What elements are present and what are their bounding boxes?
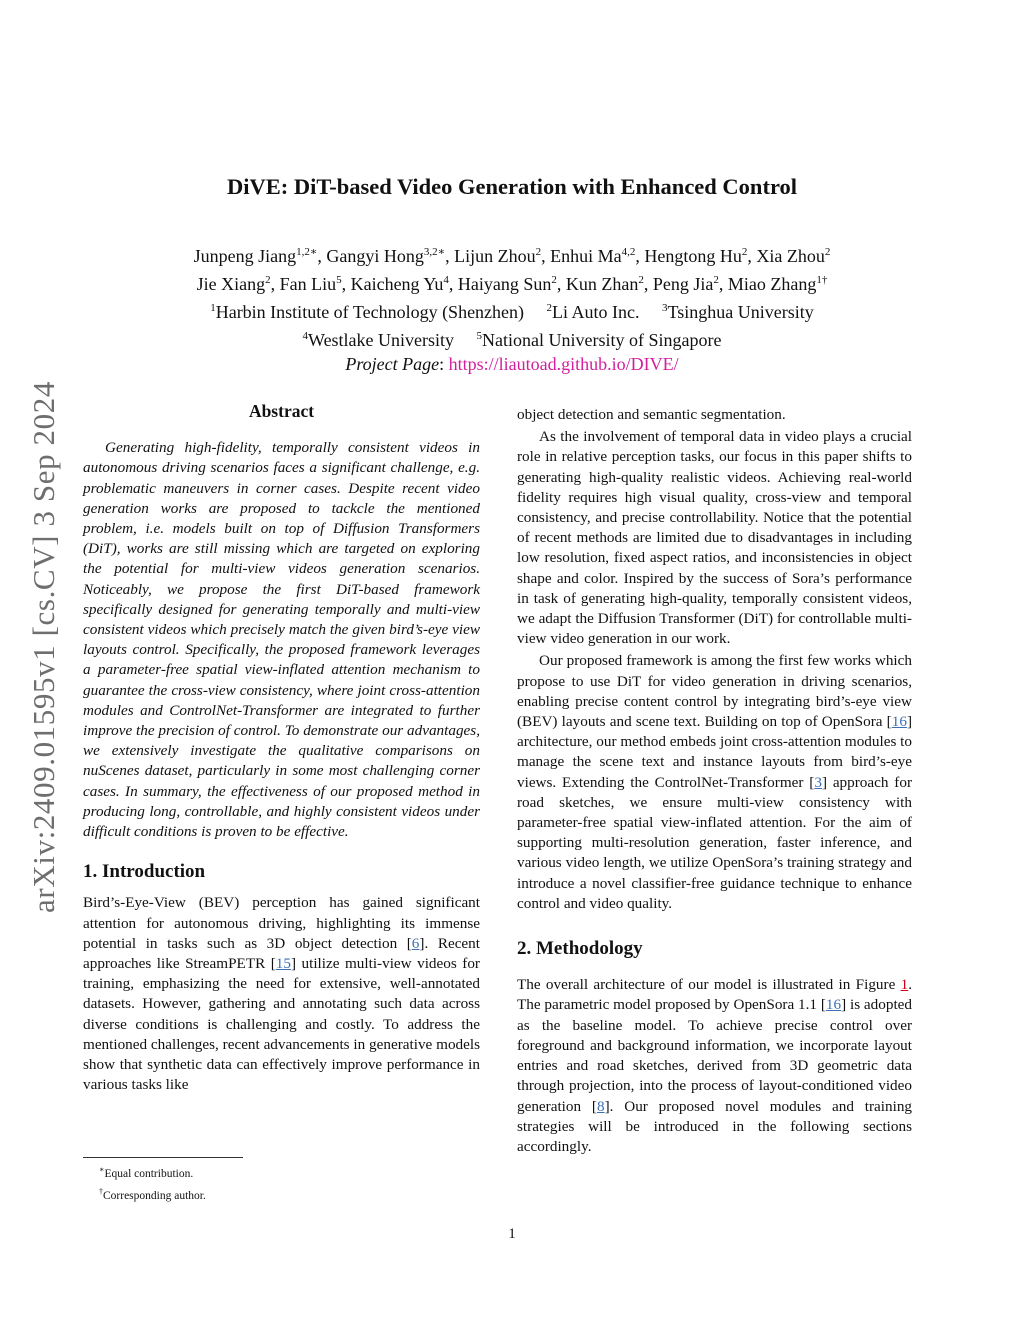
author-name: Hengtong Hu — [644, 246, 742, 266]
author-block — [0, 240, 1024, 376]
citation-link[interactable]: 3 — [814, 773, 822, 791]
author-name: Fan Liu — [279, 274, 337, 294]
author-affil-mark: 2 — [638, 274, 644, 286]
intro-paragraph-1 — [83, 893, 480, 1095]
author-affil-mark: 3,2 — [423, 246, 438, 258]
paper-title: DiVE: DiT-based Video Generation with Enhanced Control — [226, 174, 798, 199]
abstract-heading: Abstract — [248, 401, 315, 421]
project-page-label: Project Page — [345, 354, 440, 374]
author-name: Haiyang Sun — [457, 274, 552, 294]
affil-num: 3 — [662, 302, 668, 314]
text-span: . The parametric model proposed by OpenSora 1.1 [ — [517, 976, 912, 1014]
intro-paragraph-2: As the involvement of temporal data in video plays a crucial role in relative perception tasks, our focus in this paper shifts to generating high-quality realistic videos. Achieving real-world fidelity requires high visual quality, cross-view and temporal consistency, and precise controllability. Notice that the potential of recent methods are limited due to disadvantages in including low resolution, fixed aspect ratios, and inconsistencies in object shape and color. Inspired by the success of Sora’s performance in task of generating high-quality, temporally consistent videos, we adapt the Diffusion Transformer (DiT) for controllable multi-view video generation in our work. — [517, 428, 912, 648]
affiliation-line-1 — [0, 296, 1024, 324]
author-name: Kaicheng Yu — [350, 274, 444, 294]
author-affil-mark: 2 — [265, 274, 271, 286]
project-page-line: Project Page: https://liautoad.github.io/DIVE/ — [345, 354, 679, 374]
text-span: ]. Our proposed novel modules and training strategies will be introduced in the following sections accordingly. — [517, 1097, 913, 1155]
author-name: Enhui Ma — [550, 246, 622, 266]
project-page-link[interactable]: https://liautoad.github.io/DIVE/ — [448, 354, 679, 374]
text-span: ]. Recent approaches like StreamPETR [ — [83, 934, 480, 973]
affiliation: Li Auto Inc. — [552, 302, 640, 322]
methodology-paragraph-1 — [517, 975, 912, 1157]
author-affil-mark: 2 — [824, 246, 831, 258]
affil-num: 1 — [210, 302, 216, 314]
citation-link[interactable]: 15 — [275, 955, 291, 973]
footnotes — [83, 1161, 480, 1205]
author-name: Jie Xiang — [196, 274, 266, 294]
author-name: Lijun Zhou — [454, 246, 536, 266]
arxiv-stamp-text: arXiv:2409.01595v1 [cs.CV] 3 Sep 2024 — [26, 381, 61, 913]
author-name: Xia Zhou — [756, 246, 825, 266]
footnote-2 — [83, 1183, 480, 1205]
author-name: Peng Jia — [652, 274, 714, 294]
footnote-text: Equal contribution. — [104, 1167, 194, 1180]
footnote-mark: † — [99, 1186, 103, 1196]
author-name: Gangyi Hong — [326, 246, 424, 266]
intro-paragraph-3 — [517, 651, 912, 914]
citation-link[interactable]: 16 — [825, 996, 842, 1014]
text-span: ] approach for road sketches, we ensure multi-view consistency with parameter-free spatial view-inflated attention. For the aim of supporting multi-resolution generation, faster inference, and various video length, we utilize OpenSora’s training strategy and introduce a novel classifier-free guidance technique to enhance control and video quality. — [517, 773, 913, 912]
left-column — [83, 401, 480, 1096]
affil-num: 2 — [546, 302, 553, 314]
text-span: ] utilize multi-view videos for training, emphasizing the need for extensive, well-annotated datasets. However, gathering and annotating such data across diverse conditions is challenging and costly. To address the mentioned challenges, recent advancements in generative models show that synthetic data can effectively improve performance in various tasks like — [83, 955, 480, 1094]
equal-contrib-mark: ∗ — [437, 246, 446, 258]
footnote-mark: ∗ — [99, 1165, 105, 1174]
text-span: Bird’s-Eye-View (BEV) perception has gained significant attention for autonomous driving, highlighting its immense potential in tasks such as 3D object detection [ — [83, 894, 480, 952]
affiliation: Westlake University — [308, 330, 455, 350]
citation-link[interactable]: 8 — [596, 1097, 605, 1115]
author-name: Miao Zhang — [727, 274, 817, 294]
affiliation: Tsinghua University — [667, 302, 814, 322]
author-affil-mark: 5 — [336, 274, 342, 286]
equal-contrib-mark: ∗ — [309, 246, 318, 258]
text-span: ] architecture, our method embeds joint cross-attention modules to manage the scene text and instance layouts from bird’s-eye views. Extending the ControlNet-Transformer [ — [517, 713, 912, 791]
arxiv-stamp — [26, 362, 62, 932]
abstract-text: Generating high-fidelity, temporally consistent videos in autonomous driving scenarios faces a significant challenge, e.g. problematic maneuvers in corner cases. Despite recent video generation works are proposed to tackcle the mentioned problem, i.e. models built on top of Diffusion Transformers (DiT), works are still missing which are targeted on exploring the potential for multi-view videos generation scenarios. Noticeably, we propose the first DiT-based framework specifically designed for generating temporally and multi-view consistent videos which precisely match the given bird’s-eye view layouts control. Specifically, the proposed framework leverages a parameter-free spatial view-inflated attention mechanism to guarantee the cross-view consistency, where joint cross-attention modules and ControlNet-Transformer are integrated to further improve the precision of control. To demonstrate our advantages, we extensively investigate the qualitative comparisons on nuScenes dataset, particularly in some most challenging corner cases. In summary, the effectiveness of our proposed method in producing long, controllable, and highly consistent videos under difficult conditions is proven to be effective. — [83, 439, 480, 841]
author-name: Junpeng Jiang — [193, 246, 297, 266]
footnote-text: Corresponding author. — [103, 1189, 206, 1202]
author-affil-mark: 2 — [713, 274, 719, 286]
methodology-heading: 2. Methodology — [517, 938, 643, 960]
author-affil-mark: 2 — [551, 274, 557, 286]
text-span: The overall architecture of our model is illustrated in Figure — [517, 976, 901, 994]
affiliation: Harbin Institute of Technology (Shenzhen) — [215, 302, 525, 322]
author-name: Kun Zhan — [565, 274, 639, 294]
citation-link[interactable]: 16 — [891, 713, 907, 731]
affil-num: 5 — [476, 330, 483, 342]
author-line-1: Junpeng Jiang$^{1,2∗}$, Gangyi Hong$^{3,2∗}$, Lijun Zhou$^2$, Enhui Ma$^{4,2}$, Hengtong Hu$^2$, Xia Zhou$^2$ — [193, 246, 831, 266]
intro-heading: 1. Introduction — [83, 861, 206, 883]
right-column — [517, 405, 912, 1157]
footnote-1 — [83, 1161, 480, 1183]
affiliation: National University of Singapore — [482, 330, 722, 350]
author-affil-mark: 1† — [816, 274, 828, 286]
author-affil-mark: 4 — [443, 274, 449, 286]
intro-paragraph-1-continued: object detection and semantic segmentation. — [517, 406, 786, 423]
author-affil-mark: 1,2 — [296, 246, 310, 258]
citation-link[interactable]: 6 — [411, 934, 420, 952]
author-affil-mark: 2 — [741, 246, 748, 258]
author-affil-mark: 2 — [535, 246, 542, 258]
footnote-rule — [83, 1157, 243, 1158]
text-span: ] is adopted as the baseline model. To achieve precise control over foreground and background information, we incorporate layout entries and road sketches, derived from 3D geometric data through projection, into the process of layout-conditioned video generation [ — [517, 996, 913, 1115]
author-affil-mark: 4,2 — [621, 246, 636, 258]
figure-link[interactable]: 1 — [900, 976, 909, 994]
text-span: Our proposed framework is among the first few works which propose to use DiT for video generation in driving scenarios, enabling precise content control by integrating bird’s-eye view (BEV) layouts and scene text. Building on top of OpenSora [ — [517, 652, 912, 731]
author-line-2: Jie Xiang$^2$, Fan Liu$^5$, Kaicheng Yu$^4$, Haiyang Sun$^2$, Kun Zhan$^2$, Peng Jia$^2$, Miao Zhang$^{1\dagger}$ — [196, 274, 828, 294]
affil-num: 4 — [302, 330, 309, 342]
page-number: 1 — [508, 1226, 516, 1242]
affiliation-line-2 — [0, 324, 1024, 352]
